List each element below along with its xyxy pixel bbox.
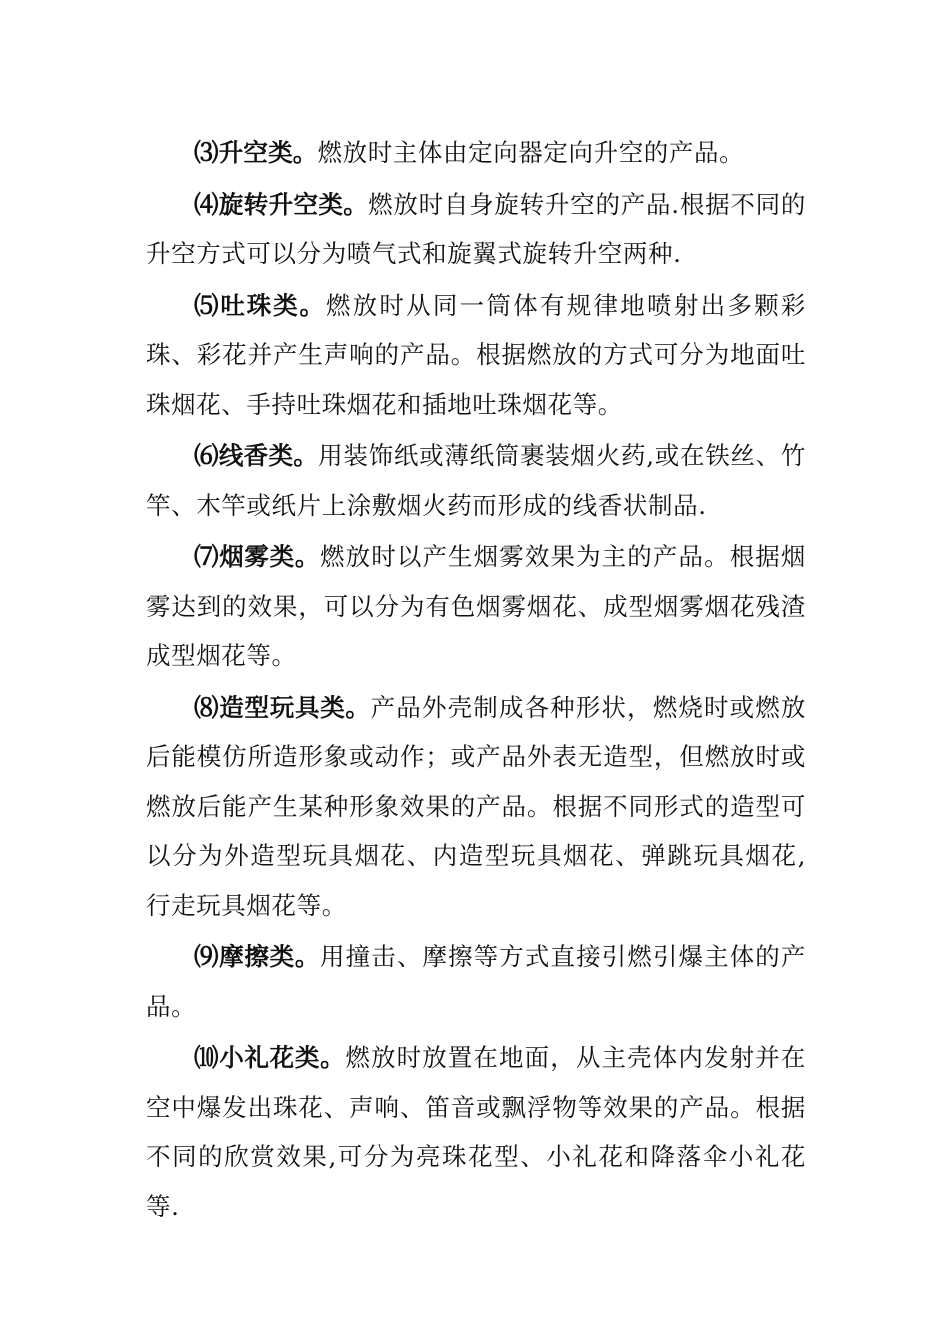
- document-body: [146, 128, 806, 1231]
- paragraph-item-3: [146, 128, 806, 178]
- item-title: ⑷旋转升空类。: [194, 189, 369, 219]
- item-title: ⑸吐珠类。: [194, 290, 326, 320]
- item-body: 用撞击、摩擦等方式直接引燃引爆主体的产品。: [146, 942, 807, 1021]
- item-body: 燃放时主体由定向器定向升空的产品。: [317, 138, 745, 167]
- item-title: ⑺烟雾类。: [194, 542, 321, 571]
- item-body: 燃放时自身旋转升空的产品.根据不同的升空方式可以分为喷气式和旋翼式旋转升空两种.: [146, 189, 806, 268]
- item-title: ⑽小礼花类。: [194, 1043, 346, 1072]
- paragraph-item-8: [146, 683, 806, 931]
- item-title: ⑹线香类。: [194, 441, 319, 470]
- item-title: ⑶升空类。: [194, 138, 318, 167]
- paragraph-item-5: [146, 281, 806, 430]
- item-body: 产品外壳制成各种形状，燃烧时或燃放后能模仿所造形象或动作；或产品外表无造型，但燃放时或燃放后能产生某种形象效果的产品。根据不同形式的造型可以分为外造型玩具烟花、内造型玩具烟花、弹跳玩具烟花,行走玩具烟花等。: [146, 692, 806, 920]
- paragraph-item-6: [146, 431, 806, 530]
- paragraph-item-4: [146, 180, 806, 279]
- paragraph-item-10: [146, 1033, 806, 1231]
- item-body: 燃放时从同一筒体有规律地喷射出多颗彩珠、彩花并产生声响的产品。根据燃放的方式可分为地面吐珠烟花、手持吐珠烟花和插地吐珠烟花等。: [146, 290, 806, 419]
- item-body: 燃放时以产生烟雾效果为主的产品。根据烟雾达到的效果，可以分为有色烟雾烟花、成型烟雾烟花残渣成型烟花等。: [146, 542, 807, 670]
- item-body: 用装饰纸或薄纸筒裹装烟火药,或在铁丝、竹竿、木竿或纸片上涂敷烟火药而形成的线香状制品.: [146, 441, 806, 520]
- paragraph-item-7: [146, 532, 806, 681]
- paragraph-item-9: [146, 932, 806, 1031]
- item-body: 燃放时放置在地面，从主壳体内发射并在空中爆发出珠花、声响、笛音或飘浮物等效果的产品。根据不同的欣赏效果,可分为亮珠花型、小礼花和降落伞小礼花等.: [146, 1043, 806, 1221]
- item-title: ⑻造型玩具类。: [194, 692, 371, 722]
- item-title: ⑼摩擦类。: [194, 942, 321, 971]
